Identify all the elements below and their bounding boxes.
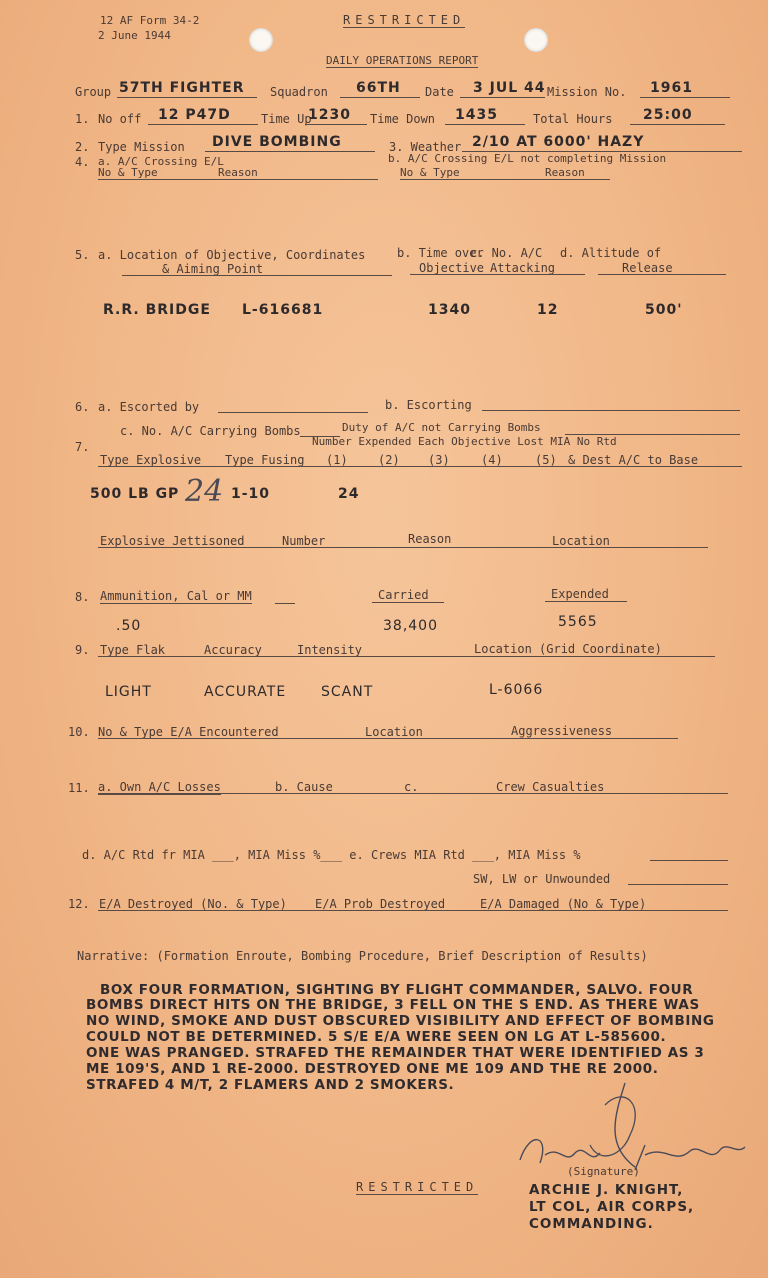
time-over-label: b. Time over (397, 246, 484, 260)
expended-header: Number Expended Each Objective Lost MIA No Rtd (312, 435, 617, 448)
classification-top: RESTRICTED (343, 13, 466, 27)
jettisoned-label: Explosive Jettisoned (100, 534, 245, 548)
carrying-bombs-label: c. No. A/C Carrying Bombs (120, 424, 301, 438)
row9-number: 9. (75, 643, 90, 657)
carried-value: 38,400 (383, 618, 438, 634)
accuracy-label: Accuracy (204, 643, 262, 657)
ac-crossing-label: a. A/C Crossing E/L (98, 155, 224, 168)
ea-encountered-label: No & Type E/A Encountered (98, 725, 279, 739)
punch-hole-left (249, 28, 273, 52)
narrative-line-2: BOMBS DIRECT HITS ON THE BRIDGE, 3 FELL ON THE S END. AS THERE WAS (86, 997, 700, 1013)
group-label: Group (75, 85, 112, 99)
type-flak-label: Type Flak (100, 643, 166, 657)
type-fusing-label: Type Fusing (225, 453, 305, 467)
escorted-by-label: a. Escorted by (98, 400, 200, 414)
time-up-label: Time Up (261, 112, 312, 126)
weather-value: 2/10 AT 6000' HAZY (472, 134, 645, 150)
ea-destroyed-label: E/A Destroyed (No. & Type) (99, 897, 287, 911)
form-number: 12 AF Form 34-2 (100, 14, 200, 27)
no-off-label: No off (98, 112, 142, 126)
total-hours-label: Total Hours (533, 112, 613, 126)
col2-label: (2) (378, 453, 400, 467)
crew-casualties-label: Crew Casualties (496, 780, 605, 794)
fusing-value: 1-10 (231, 486, 271, 502)
date-value: 3 JUL 44 (473, 80, 546, 96)
narrative-line-6: ME 109'S, AND 1 RE-2000. DESTROYED ONE ME 109 AND THE RE 2000. (86, 1061, 659, 1077)
row4b-no-type: No & Type (400, 166, 460, 179)
form-date: 2 June 1944 (98, 29, 171, 42)
no-ac-attacking-value: 12 (537, 302, 559, 318)
dest-label: & Dest A/C to Base (568, 453, 699, 467)
altitude-label: d. Altitude of (560, 246, 662, 260)
row4a-reason: Reason (218, 166, 258, 179)
col3-label: (3) (428, 453, 450, 467)
cause-label: b. Cause (275, 780, 333, 794)
row6-number: 6. (75, 400, 90, 414)
caliber-value: .50 (116, 618, 142, 634)
row4b-reason: Reason (545, 166, 585, 179)
narrative-line-7: STRAFED 4 M/T, 2 FLAMERS AND 2 SMOKERS. (86, 1077, 455, 1093)
narrative-label: Narrative: (Formation Enroute, Bombing Procedure, Brief Description of Results) (77, 949, 648, 963)
objective-sublabel: Objective (419, 261, 485, 275)
flak-accuracy-value: ACCURATE (204, 684, 287, 700)
jettisoned-reason-label: Reason (408, 532, 452, 546)
expended-value: 24 (338, 486, 360, 502)
squadron-value: 66TH (356, 80, 401, 96)
flak-type-value: LIGHT (105, 684, 152, 700)
row10-number: 10. (68, 725, 90, 739)
type-mission-label: Type Mission (98, 140, 185, 154)
row7-number: 7. (75, 440, 90, 454)
squadron-label: Squadron (270, 85, 328, 99)
flak-intensity-value: SCANT (321, 684, 374, 700)
type-mission-value: DIVE BOMBING (212, 134, 342, 150)
coordinates-value: L-616681 (242, 302, 324, 318)
row11c-label: c. (404, 780, 419, 794)
punch-hole-right (524, 28, 548, 52)
ea-prob-destroyed-label: E/A Prob Destroyed (315, 897, 446, 911)
altitude-value: 500' (645, 302, 683, 318)
expended-ammo-value: 5565 (558, 614, 598, 630)
expended-ammo-label: Expended (551, 587, 609, 601)
objective-value: R.R. BRIDGE (103, 302, 211, 318)
report-title: DAILY OPERATIONS REPORT (326, 54, 479, 67)
handwritten-signature (505, 1075, 755, 1175)
col4-label: (4) (481, 453, 503, 467)
signer-role: COMMANDING. (529, 1216, 654, 1232)
row4-number: 4. (75, 155, 90, 169)
row2-number: 2. (75, 140, 90, 154)
ac-not-completing-label: b. A/C Crossing E/L not completing Mission (388, 152, 667, 165)
time-down-label: Time Down (370, 112, 436, 126)
classification-bottom: RESTRICTED (356, 1180, 479, 1194)
narrative-line-4: COULD NOT BE DETERMINED. 5 S/E E/A WERE SEEN ON LG AT L-585600. (86, 1029, 667, 1045)
aiming-point-label: & Aiming Point (162, 262, 264, 276)
row5-number: 5. (75, 248, 90, 262)
no-ac-label: c. No. A/C (470, 246, 543, 260)
row1-number: 1. (75, 112, 90, 126)
signature-label: (Signature) (567, 1165, 640, 1178)
narrative-line-3: NO WIND, SMOKE AND DUST OBSCURED VISIBILITY AND EFFECT OF BOMBING (86, 1013, 715, 1029)
col5-label: (5) (535, 453, 557, 467)
weather-label: 3. Weather (389, 140, 462, 154)
time-down-value: 1435 (455, 107, 498, 123)
release-label: Release (622, 261, 673, 275)
aggressiveness-label: Aggressiveness (511, 724, 613, 738)
narrative-line-5: ONE WAS PRANGED. STRAFED THE REMAINDER THAT WERE IDENTIFIED AS 3 (86, 1045, 705, 1061)
mission-value: 1961 (650, 80, 693, 96)
flak-location-label: Location (Grid Coordinate) (474, 642, 662, 656)
col1-label: (1) (326, 453, 348, 467)
objective-label: a. Location of Objective, Coordinates (98, 248, 366, 262)
sw-lw-label: SW, LW or Unwounded (473, 872, 611, 886)
duty-label: Duty of A/C not Carrying Bombs (342, 421, 541, 434)
mission-label: Mission No. (547, 85, 627, 99)
attacking-label: Attacking (490, 261, 556, 275)
type-explosive-label: Type Explosive (100, 453, 202, 467)
group-value: 57TH FIGHTER (119, 80, 245, 96)
carried-label: Carried (378, 588, 429, 602)
own-losses-label: a. Own A/C Losses (98, 780, 221, 794)
intensity-label: Intensity (297, 643, 363, 657)
row8-number: 8. (75, 590, 90, 604)
row12-number: 12. (68, 897, 90, 911)
signer-rank: LT COL, AIR CORPS, (529, 1199, 695, 1215)
time-over-value: 1340 (428, 302, 471, 318)
ea-location-label: Location (365, 725, 423, 739)
jettisoned-number-label: Number (282, 534, 326, 548)
ea-damaged-label: E/A Damaged (No & Type) (480, 897, 647, 911)
narrative-line-1: BOX FOUR FORMATION, SIGHTING BY FLIGHT COMMANDER, SALVO. FOUR (100, 982, 694, 998)
bomb-type-value: 500 LB GP (90, 486, 180, 502)
ammo-label: Ammunition, Cal or MM (100, 589, 252, 603)
row11-number: 11. (68, 781, 90, 795)
jettisoned-location-label: Location (552, 534, 610, 548)
flak-location-value: L-6066 (489, 682, 544, 698)
total-hours-value: 25:00 (643, 107, 693, 123)
no-off-value: 12 P47D (158, 107, 231, 123)
escorting-label: b. Escorting (385, 398, 472, 412)
time-up-value: 1230 (308, 107, 351, 123)
ac-rtd-mia-line: d. A/C Rtd fr MIA ___, MIA Miss %___ e. Crews MIA Rtd ___, MIA Miss % (82, 848, 581, 862)
fusing-handwritten: 24 (185, 474, 224, 509)
row4a-no-type: No & Type (98, 166, 158, 179)
date-label: Date (425, 85, 454, 99)
signer-name: ARCHIE J. KNIGHT, (529, 1182, 684, 1198)
